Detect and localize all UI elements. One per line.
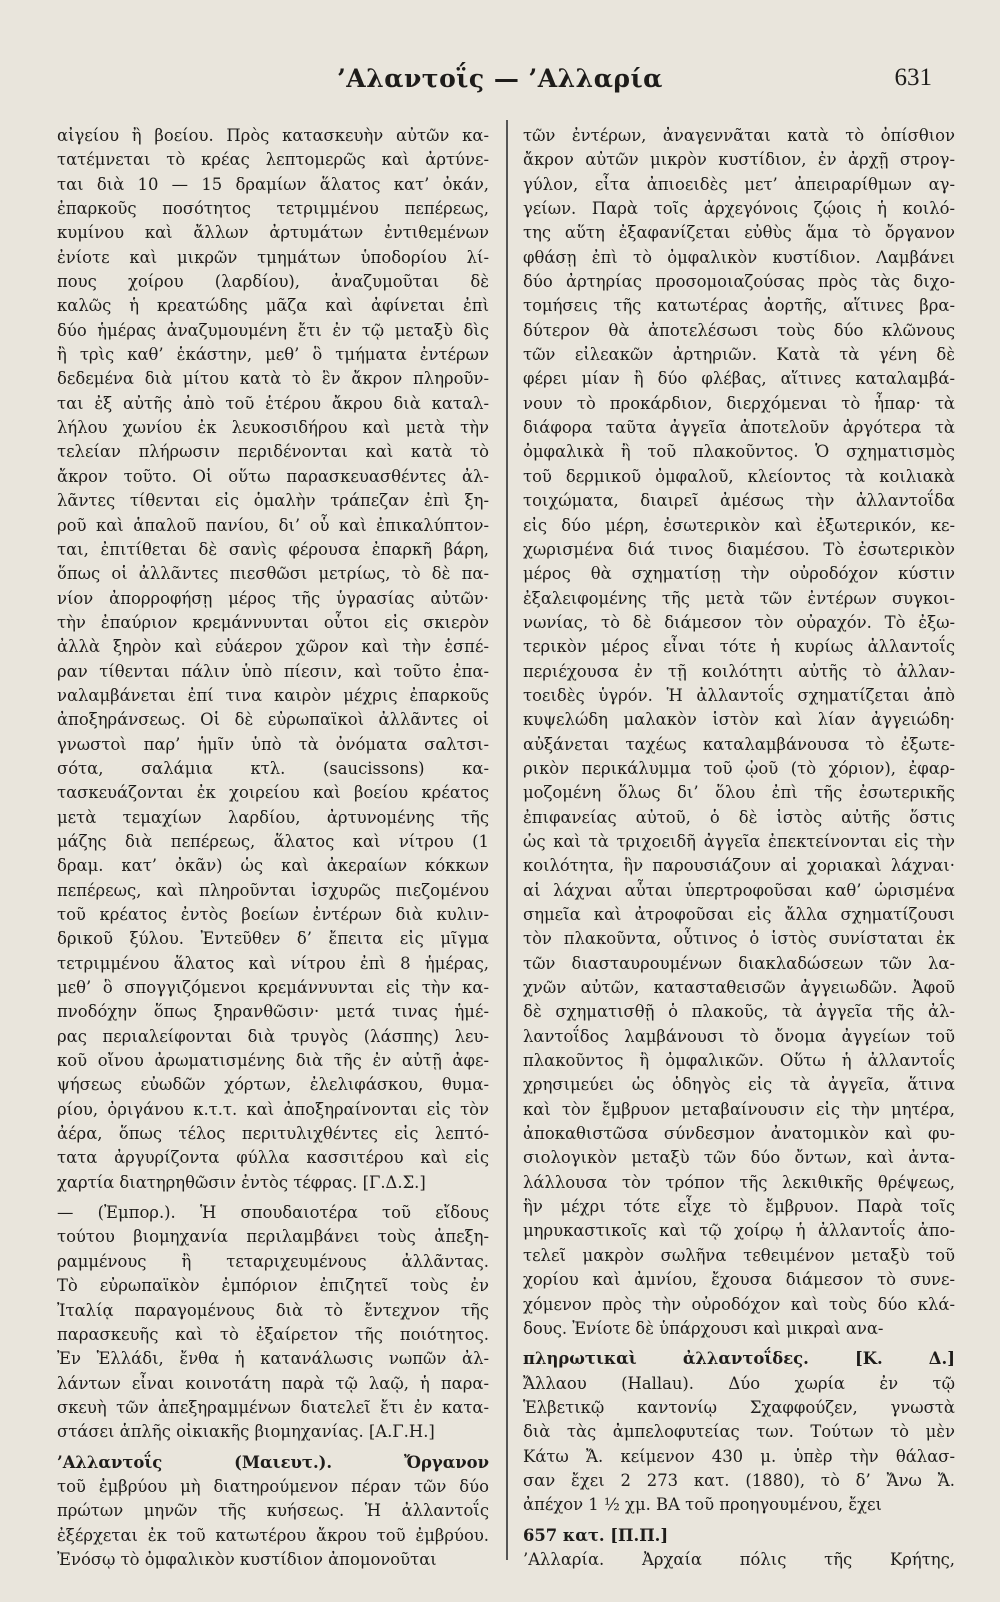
text-line: σιολογικὸν μεταξὺ τῶν δύο ὄντων, καὶ ἀντα- xyxy=(523,1148,955,1168)
text-line: ἄκρον αὐτῶν μικρὸν κυστίδιον, ἐν ἀρχῇ στρογ- xyxy=(523,150,955,170)
text-line: ἀποκαθιστῶσα σύνδεσμον ἀνατομικὸν καὶ φυ- xyxy=(523,1124,955,1144)
text-line: πλακοῦντος ἢ ὀμφαλικῶν. Οὕτω ἡ ἀλλαντοΐς xyxy=(523,1051,955,1071)
text-line: ραμμένους ἢ τεταριχευμένους ἀλλᾶντας. xyxy=(57,1251,489,1271)
text-line: τοειδὲς ὑγρόν. Ἡ ἀλλαντοΐς σχηματίζεται ἀπὸ xyxy=(523,685,955,705)
text-line: τοῦ κρέατος ἐντὸς βοείων ἐντέρων διὰ κυλιν- xyxy=(57,905,489,924)
text-line: δραμ. κατ’ ὀκᾶν) ὡς καὶ ἀκεραίων κόκκων xyxy=(57,856,489,876)
text-line: ἀποξηράνσεως. Οἱ δὲ εὐρωπαϊκοὶ ἀλλᾶντες οἱ xyxy=(57,710,489,730)
text-line: λάλλουσα τὸν τρόπον τῆς λεκιθικῆς θρέψεως, xyxy=(523,1172,955,1192)
text-line: παρασκευῆς καὶ τὸ ἐξαίρετον τῆς ποιότητος. xyxy=(57,1324,489,1344)
text-line: πρώτων μηνῶν τῆς κυήσεως. Ἡ ἀλλαντοΐς xyxy=(57,1501,489,1521)
text-line: τὴν ἐπαύριον κρεμάννυνται οὗτοι εἰς σκιερὸν xyxy=(57,612,489,632)
text-line: ἄκρον τοῦτο. Οἱ οὕτω παρασκευασθέντες ἀλ- xyxy=(57,466,489,486)
text-line: τοῦ ἐμβρύου μὴ διατηρούμενον πέραν τῶν δύο xyxy=(57,1476,489,1496)
text-line: φθάσῃ ἐπὶ τὸ ὀμφαλικὸν κυστίδιον. Λαμβάνει xyxy=(523,247,955,267)
text-line: κοιλότητα, ἣν παρουσιάζουν αἱ χοριακαὶ λάχναι· xyxy=(523,856,955,876)
text-line: — (Ἐμπορ.). Ἡ σπουδαιοτέρα τοῦ εἴδους xyxy=(57,1203,489,1223)
text-line: τασκευάζονται ἐκ χοιρείου καὶ βοείου κρέατος xyxy=(57,783,489,803)
text-line: ραν τίθενται πάλιν ὑπὸ πίεσιν, καὶ τοῦτο ἐπα- xyxy=(57,661,489,681)
text-line: ρικὸν περικάλυμμα τοῦ ᾠοῦ (τὸ χόριον), ἐφαρ- xyxy=(523,758,955,778)
text-line: σαν ἔχει 2 273 κατ. (1880), τὸ δ’ Ἄνω Ἄ. xyxy=(523,1470,955,1490)
text-line: τατέμνεται τὸ κρέας λεπτομερῶς καὶ ἀρτύνε- xyxy=(57,150,489,170)
text-line: χόμενον πρὸς τὴν οὐροδόχον καὶ τοὺς δύο κλά- xyxy=(523,1294,955,1314)
text-line: ὡς καὶ τὰ τριχοειδῆ ἀγγεῖα ἐπεκτείνονται εἰς τὴν xyxy=(523,831,955,851)
text-line: χνῶν αὐτῶν, κατασταθεισῶν ἀγγειωδῶν. Ἀφοῦ xyxy=(523,978,955,998)
text-line: διάφορα ταῦτα ἀγγεῖα ἀποτελοῦν ἀργότερα τὰ xyxy=(523,418,955,438)
text-line: περιέχουσα ἐν τῇ κοιλότητι αὐτῆς τὸ ἀλλαν- xyxy=(523,661,955,681)
text-line: πνοδόχην ὅπως ξηρανθῶσιν· μετά τινας ἡμέ- xyxy=(57,1002,489,1022)
text-line: ρας περιαλείφονται διὰ τρυγὸς (λάσπης) λευ- xyxy=(57,1026,489,1046)
text-line: ται διὰ 10 — 15 δραμίων ἅλατος κατ’ ὀκάν, xyxy=(57,174,489,194)
text-line: μοζομένη ὅλως δι’ ὅλου ἐπὶ τῆς ἐσωτερικῆς xyxy=(523,783,955,803)
text-line: κυμίνου καὶ ἄλλων ἀρτυμάτων ἐντιθεμένων xyxy=(57,223,489,243)
text-line: ἀέρα, ὅπως τέλος περιτυλιχθέντες εἰς λεπτό- xyxy=(57,1124,489,1144)
text-line: τοιχώματα, διαιρεῖ ἀμέσως τὴν ἀλλαντοΐδα xyxy=(523,491,955,511)
text-line: ’Αλλαρία. Ἀρχαία πόλις τῆς Κρήτης, xyxy=(523,1549,955,1569)
text-line: μέρος θὰ σχηματίσῃ τὴν οὐροδόχον κύστιν xyxy=(523,564,955,584)
text-line: ται, ἐπιτίθεται δὲ σανὶς φέρουσα ἐπαρκῆ βάρη, xyxy=(57,539,489,559)
text-line: σημεῖα καὶ ἀτροφοῦσαι εἰς ἄλλα σχηματίζουσι xyxy=(523,905,955,924)
text-line: λαντοΐδος λαμβάνουσι τὸ ὄνομα ἀγγείων τοῦ xyxy=(523,1026,955,1046)
text-line: ἀλλὰ ξηρὸν καὶ εὐάερον χῶρον καὶ τὴν ἑσπέ- xyxy=(57,637,489,657)
text-line: τῶν εἰλεακῶν ἀρτηριῶν. Κατὰ τὰ γένη δὲ xyxy=(523,345,955,365)
text-line: ρίου, ὀριγάνου κ.τ.τ. καὶ ἀποξηραίνονται εἰς τὸν xyxy=(57,1099,489,1119)
text-line: κοῦ οἴνου ἀρωματισμένης διὰ τῆς ἐν αὐτῇ ἀφε- xyxy=(57,1051,489,1071)
text-line: ἢ τρὶς καθ’ ἑκάστην, μεθ’ ὃ τμήματα ἐντέρων xyxy=(57,345,489,365)
text-line: τερικὸν μέρος εἶναι τότε ἡ κυρίως ἀλλαντοΐς xyxy=(523,637,955,657)
text-line: Κάτω Ἄ. κείμενον 430 μ. ὑπὲρ τὴν θάλασ- xyxy=(523,1446,955,1466)
text-line: κυψελώδη μαλακὸν ἱστὸν καὶ λίαν ἀγγειώδη· xyxy=(523,710,955,730)
text-line: δύτερον θὰ ἀποτελέσωσι τοὺς δύο κλῶνους xyxy=(523,320,955,340)
text-line: λάντων εἶναι κοινοτάτη παρὰ τῷ λαῷ, ἡ παρα- xyxy=(57,1373,489,1393)
text-line: δους. Ἐνίοτε δὲ ὑπάρχουσι καὶ μικραὶ ανα- xyxy=(523,1318,884,1338)
text-line: ἐνίοτε καὶ μικρῶν τμημάτων ὑποδορίου λί- xyxy=(57,247,489,267)
text-line: ἐπαρκοῦς ποσότητος τετριμμένου πεπέρεως, xyxy=(57,199,489,219)
text-line: σκευὴ τῶν ἀπεξηραμμένων διατελεῖ ἔτι ἐν κατα- xyxy=(57,1397,489,1417)
text-line: τελείαν πλήρωσιν περιδένονται καὶ κατὰ τὸ xyxy=(57,442,489,462)
text-line: δύο ἀρτηρίας προσομοιαζούσας πρὸς τὰς διχο- xyxy=(523,272,955,292)
header-title: ’Αλαντοΐς — ’Αλλαρία xyxy=(337,64,663,93)
text-line: χρησιμεύει ὡς ὁδηγὸς εἰς τὰ ἀγγεῖα, ἅτινα xyxy=(523,1075,955,1095)
left-column xyxy=(57,124,489,1572)
text-line: στάσει ἁπλῆς οἰκιακῆς βιομηχανίας. [Α.Γ.Η.] xyxy=(57,1422,435,1442)
text-line: καλῶς ἡ κρεατώδης μᾶζα καὶ ἀφίνεται ἐπὶ xyxy=(57,296,489,316)
text-line: φέρει μίαν ἢ δύο φλέβας, αἵτινες καταλαμβά- xyxy=(523,369,955,389)
text-line: Ἰταλίᾳ παραγομένους διὰ τὸ ἔντεχνον τῆς xyxy=(57,1300,489,1320)
text-line: Ἐνόσῳ τὸ ὀμφαλικὸν κυστίδιον ἀπομονοῦται xyxy=(57,1549,437,1569)
text-line: τῶν διασταυρουμένων διακλαδώσεων τῶν λα- xyxy=(523,953,955,973)
text-line: Ἄλλαου (Hallau). Δύο χωρία ἐν τῷ xyxy=(523,1373,955,1393)
text-line: αὐξάνεται ταχέως καταλαμβάνουσα τὸ ἐξωτε- xyxy=(523,734,955,754)
text-line: αἱ λάχναι αὗται ὑπερτροφοῦσαι καθ’ ὡρισμένα xyxy=(523,880,955,900)
text-line: λήλου χωνίου ἐκ λευκοσιδήρου καὶ μετὰ τὴν xyxy=(57,418,489,438)
text-line: ροῦ καὶ ἁπαλοῦ πανίου, δι’ οὗ καὶ ἐπικαλύπτον- xyxy=(57,515,489,535)
text-line: τῶν ἐντέρων, ἀναγεννᾶται κατὰ τὸ ὀπίσθιον xyxy=(523,126,955,145)
text-line: μεθ’ ὃ σπογγιζόμενοι κρεμάννυνται εἰς τὴν κα- xyxy=(57,978,489,998)
text-line: ἀπέχον 1 ½ χμ. ΒΑ τοῦ προηγουμένου, ἔχει xyxy=(523,1495,882,1515)
entry-headword-line: ’Αλλαντοΐς (Μαιευτ.). Ὄργανον xyxy=(57,1452,489,1472)
text-line: ψήσεως εὐωδῶν χόρτων, ἐλελιφάσκου, θυμα- xyxy=(57,1075,489,1095)
entry-headword-line: πληρωτικαὶ ἀλλαντοΐδες. [Κ. Δ.] xyxy=(523,1349,955,1369)
text-line: δὲ σχηματισθῇ ὁ πλακοῦς, τὰ ἀγγεῖα τῆς ἀλ- xyxy=(523,1002,955,1022)
text-line: ναλαμβάνεται ἐπί τινα καιρὸν μέχρις ἐπαρκοῦς xyxy=(57,685,489,705)
text-line: Ἐν Ἑλλάδι, ἔνθα ἡ κατανάλωσις νωπῶν ἀλ- xyxy=(57,1349,489,1369)
text-line: νίον ἀπορροφήσῃ μέρος τῆς ὑγρασίας αὐτῶν· xyxy=(57,588,489,608)
text-line: τετριμμένου ἅλατος καὶ νίτρου ἐπὶ 8 ἡμέρας, xyxy=(57,953,489,973)
text-line: λᾶντες τίθενται εἰς ὁμαλὴν τράπεζαν ἐπὶ ξη- xyxy=(57,491,489,511)
text-line: μετὰ τεμαχίων λαρδίου, ἀρτυνομένης τῆς xyxy=(57,807,489,827)
text-line: τομήσεις τῆς κατωτέρας ἀορτῆς, αἵτινες βρα- xyxy=(523,296,955,316)
text-line: δρικοῦ ξύλου. Ἐντεῦθεν δ’ ἔπειτα εἰς μῖγμα xyxy=(57,929,489,949)
running-header xyxy=(64,60,936,100)
text-line: ἐπιφανείας αὐτοῦ, ὁ δὲ ἱστὸς αὐτῆς ὅστις xyxy=(523,807,955,827)
text-line: τοῦ δερμικοῦ ὀμφαλοῦ, κλείοντος τὰ κοιλιακὰ xyxy=(523,466,955,486)
text-line: τελεῖ μακρὸν σωλῆνα τεθειμένον μεταξὺ τοῦ xyxy=(523,1245,955,1265)
page-number: 631 xyxy=(894,64,932,91)
text-line: Τὸ εὐρωπαϊκὸν ἐμπόριον ἐπιζητεῖ τοὺς ἐν xyxy=(57,1276,489,1296)
text-line: τούτου βιομηχανία περιλαμβάνει τοὺς ἀπεξη- xyxy=(57,1227,489,1247)
text-line: χαρτία διατηρηθῶσιν ἐντὸς τέφρας. [Γ.Δ.Σ.] xyxy=(57,1172,426,1192)
text-line: σότα, σαλάμια κτλ. (saucissons) κα- xyxy=(57,758,489,778)
text-line: Ἑλβετικῷ καντονίῳ Σχαφφούζεν, γνωστὰ xyxy=(523,1397,955,1417)
text-line: δύο ἡμέρας ἀναζυμουμένη ἔτι ἐν τῷ μεταξὺ δὶς xyxy=(57,320,489,340)
text-line: πους χοίρου (λαρδίου), ἀναζυμοῦται δὲ xyxy=(57,272,489,292)
text-line: γείων. Παρὰ τοῖς ἀρχεγόνοις ζῴοις ἡ κοιλό- xyxy=(523,199,955,219)
text-line: χωρισμένα διά τινος διαμέσου. Τὸ ἐσωτερικὸν xyxy=(523,539,955,559)
text-line: τατα ἀργυρίζοντα φύλλα κασσιτέρου καὶ εἰς xyxy=(57,1148,489,1168)
entry-headword-line: 657 κατ. [Π.Π.] xyxy=(523,1525,669,1545)
text-line: δεδεμένα διὰ μίτου κατὰ τὸ ἓν ἄκρον πληροῦν- xyxy=(57,369,489,389)
text-line: πεπέρεως, καὶ πληροῦνται ἰσχυρῶς πιεζομένου xyxy=(57,880,489,900)
column-divider xyxy=(506,120,508,1560)
text-line: τὸν πλακοῦντα, οὗτινος ὁ ἱστὸς συνίσταται ἐκ xyxy=(523,929,955,949)
text-line: γύλον, εἶτα ἀπιοειδὲς μετ’ ἀπειραρίθμων αγ- xyxy=(523,174,955,194)
text-line: καὶ τὸν ἔμβρυον μεταβαίνουσιν εἰς τὴν μητέρα, xyxy=(523,1099,955,1119)
text-line: ἐξαλειφομένης τῆς μετὰ τῶν ἐντέρων συγκοι- xyxy=(523,588,955,608)
text-line: νωνίας, τὸ δὲ διάμεσον τὸν οὐραχόν. Τὸ ἐξω- xyxy=(523,612,955,632)
text-line: της αὕτη ἐξαφανίζεται εὐθὺς ἅμα τὸ ὄργανον xyxy=(523,223,955,243)
text-line: εἰς δύο μέρη, ἐσωτερικὸν καὶ ἐξωτερικόν, κε- xyxy=(523,515,955,535)
text-line: ὅπως οἱ ἀλλᾶντες πιεσθῶσι μετρίως, τὸ δὲ πα- xyxy=(57,564,489,584)
text-line: χορίου καὶ ἀμνίου, ἔχουσα διάμεσον τὸ συνε- xyxy=(523,1270,955,1290)
text-line: μηρυκαστικοῖς καὶ τῷ χοίρῳ ἡ ἀλλαντοΐς ἀπο- xyxy=(523,1221,955,1241)
text-line: διὰ τὰς ἀμπελοφυτείας των. Τούτων τὸ μὲν xyxy=(523,1422,955,1442)
text-line: νουν τὸ προκάρδιον, διερχόμεναι τὸ ἧπαρ· τὰ xyxy=(523,393,955,413)
text-line: ἣν μέχρι τότε εἶχε τὸ ἔμβρυον. Παρὰ τοῖς xyxy=(523,1197,955,1217)
text-line: ἐξέρχεται ἐκ τοῦ κατωτέρου ἄκρου τοῦ ἐμβρύου. xyxy=(57,1525,489,1545)
text-line: μάζης διὰ πεπέρεως, ἅλατος καὶ νίτρου (1 xyxy=(57,831,489,851)
text-line: ὀμφαλικὰ ἢ τοῦ πλακοῦντος. Ὁ σχηματισμὸς xyxy=(523,442,955,462)
text-line: γνωστοὶ παρ’ ἡμῖν ὑπὸ τὰ ὀνόματα σαλτσι- xyxy=(57,734,489,754)
text-line: ται ἐξ αὐτῆς ἀπὸ τοῦ ἑτέρου ἄκρου διὰ καταλ- xyxy=(57,393,489,413)
right-column xyxy=(523,124,955,1572)
text-line: αἰγείου ἢ βοείου. Πρὸς κατασκευὴν αὐτῶν κα- xyxy=(57,126,489,145)
